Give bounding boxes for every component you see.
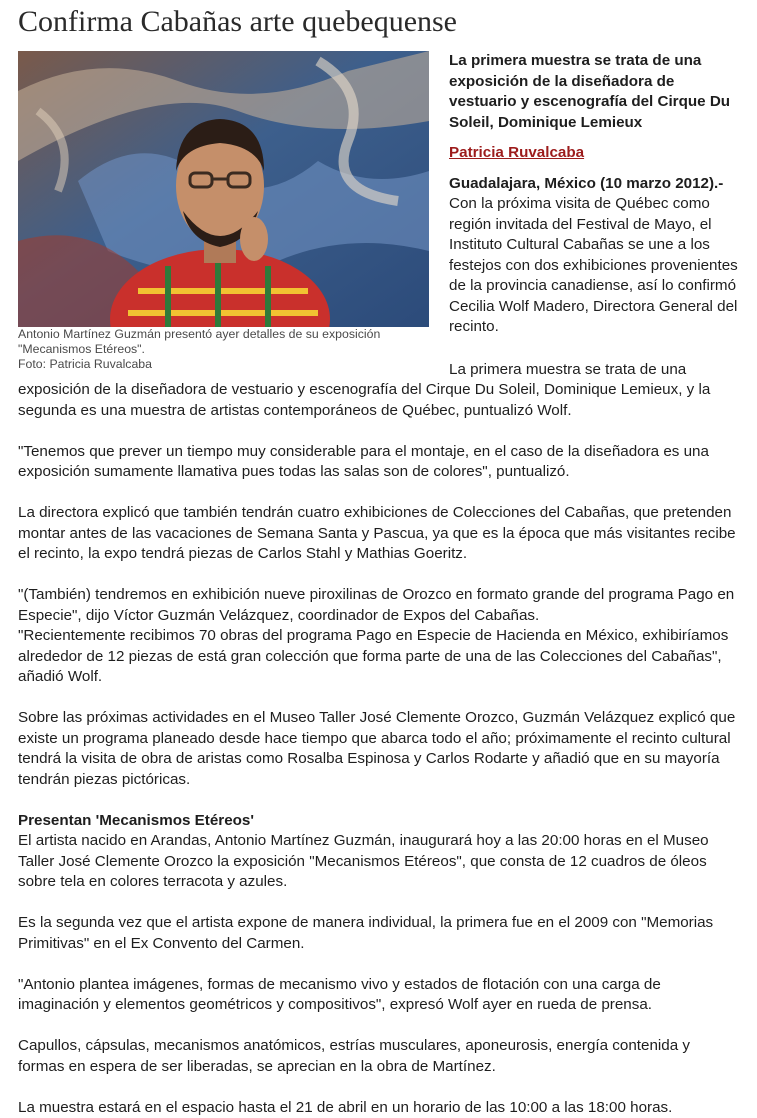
paragraph: El artista nacido en Arandas, Antonio Martínez Guzmán, inaugurará hoy a las 20:00 horas en el Museo Taller José Clemente Orozco la exposición "Mecanismos Etéreos", que consta de 12 cuadros de óleos sobre tela en colores terracota y azules. <box>18 831 740 893</box>
article <box>18 0 740 1118</box>
section-subheading: Presentan 'Mecanismos Etéreos' <box>18 811 740 832</box>
paragraph: Sobre las próximas actividades en el Museo Taller José Clemente Orozco, Guzmán Velázquez explicó que existe un programa planeado desde hace tiempo que abarca todo el año; próximamente el recinto cultural tendrá la visita de obra de aristas como Rosalba Espinosa y Carlos Rodarte y añadió que en su mayoría tendrán piezas pictóricas. <box>18 708 740 790</box>
article-title: Confirma Cabañas arte quebequense <box>18 4 457 40</box>
paragraph: "(También) tendremos en exhibición nueve piroxilinas de Orozco en formato grande del programa Pago en Especie", dijo Víctor Guzmán Velázquez, coordinador de Expos del Cabañas. <box>18 585 740 626</box>
dateline: Guadalajara, México (10 marzo 2012).- <box>449 175 723 192</box>
article-summary: La primera muestra se trata de una exposición de la diseñadora de vestuario y escenografía del Cirque Du Soleil, Dominique Lemieux <box>18 51 740 133</box>
paragraph: Capullos, cápsulas, mecanismos anatómicos, estrías musculares, aponeurosis, energía contenida y formas en espera de ser liberadas, se aprecian en la obra de Martínez. <box>18 1036 740 1077</box>
photo-caption <box>18 327 429 372</box>
paragraph: "Tenemos que prever un tiempo muy considerable para el montaje, en el caso de la diseñadora es una exposición sumamente llamativa pues todas las salas son de colores", puntualizó. <box>18 442 740 483</box>
author-link[interactable]: Patricia Ruvalcaba <box>449 143 584 164</box>
paragraph: La directora explicó que también tendrán cuatro exhibiciones de Colecciones del Cabañas, que pretenden montar antes de las vacaciones de Semana Santa y Pascua, ya que es la época que más visitantes recibe el recinto, la expo tendrá piezas de Carlos Stahl y Mathias Goeritz. <box>18 503 740 565</box>
paragraph: "Antonio plantea imágenes, formas de mecanismo vivo y estados de flotación con una carga de imaginación y elementos geométricos y compositivos", expresó Wolf ayer en rueda de prensa. <box>18 975 740 1016</box>
paragraph: "Recientemente recibimos 70 obras del programa Pago en Especie de Hacienda en México, exhibiríamos alrededor de 12 piezas de está gran colección que forma parte de una de las Colecciones del Cabañas", añadió Wolf. <box>18 626 740 688</box>
caption-text: Antonio Martínez Guzmán presentó ayer detalles de su exposición "Mecanismos Etéreos". <box>18 327 429 357</box>
paragraph: Es la segunda vez que el artista expone de manera individual, la primera fue en el 2009 con "Memorias Primitivas" en el Ex Convento del Carmen. <box>18 913 740 954</box>
caption-credit: Foto: Patricia Ruvalcaba <box>18 357 429 372</box>
paragraph: La primera muestra se trata de una exposición de la diseñadora de vestuario y escenografía del Cirque Du Soleil, Dominique Lemieux, y la segunda es una muestra de artistas contemporáneos de Québec, puntualizó Wolf. <box>18 360 740 422</box>
photo-figure <box>18 51 429 372</box>
paragraph: La muestra estará en el espacio hasta el 21 de abril en un horario de las 10:00 a las 18:00 horas. <box>18 1098 740 1118</box>
lead-text: Con la próxima visita de Québec como región invitada del Festival de Mayo, el Instituto Cultural Cabañas se une a los festejos con dos exhibiciones provenientes de la provincia canadiense, así lo confirmó Cecilia Wolf Madero, Directora General del recinto. <box>449 195 738 335</box>
portrait-photo-icon <box>18 51 429 327</box>
